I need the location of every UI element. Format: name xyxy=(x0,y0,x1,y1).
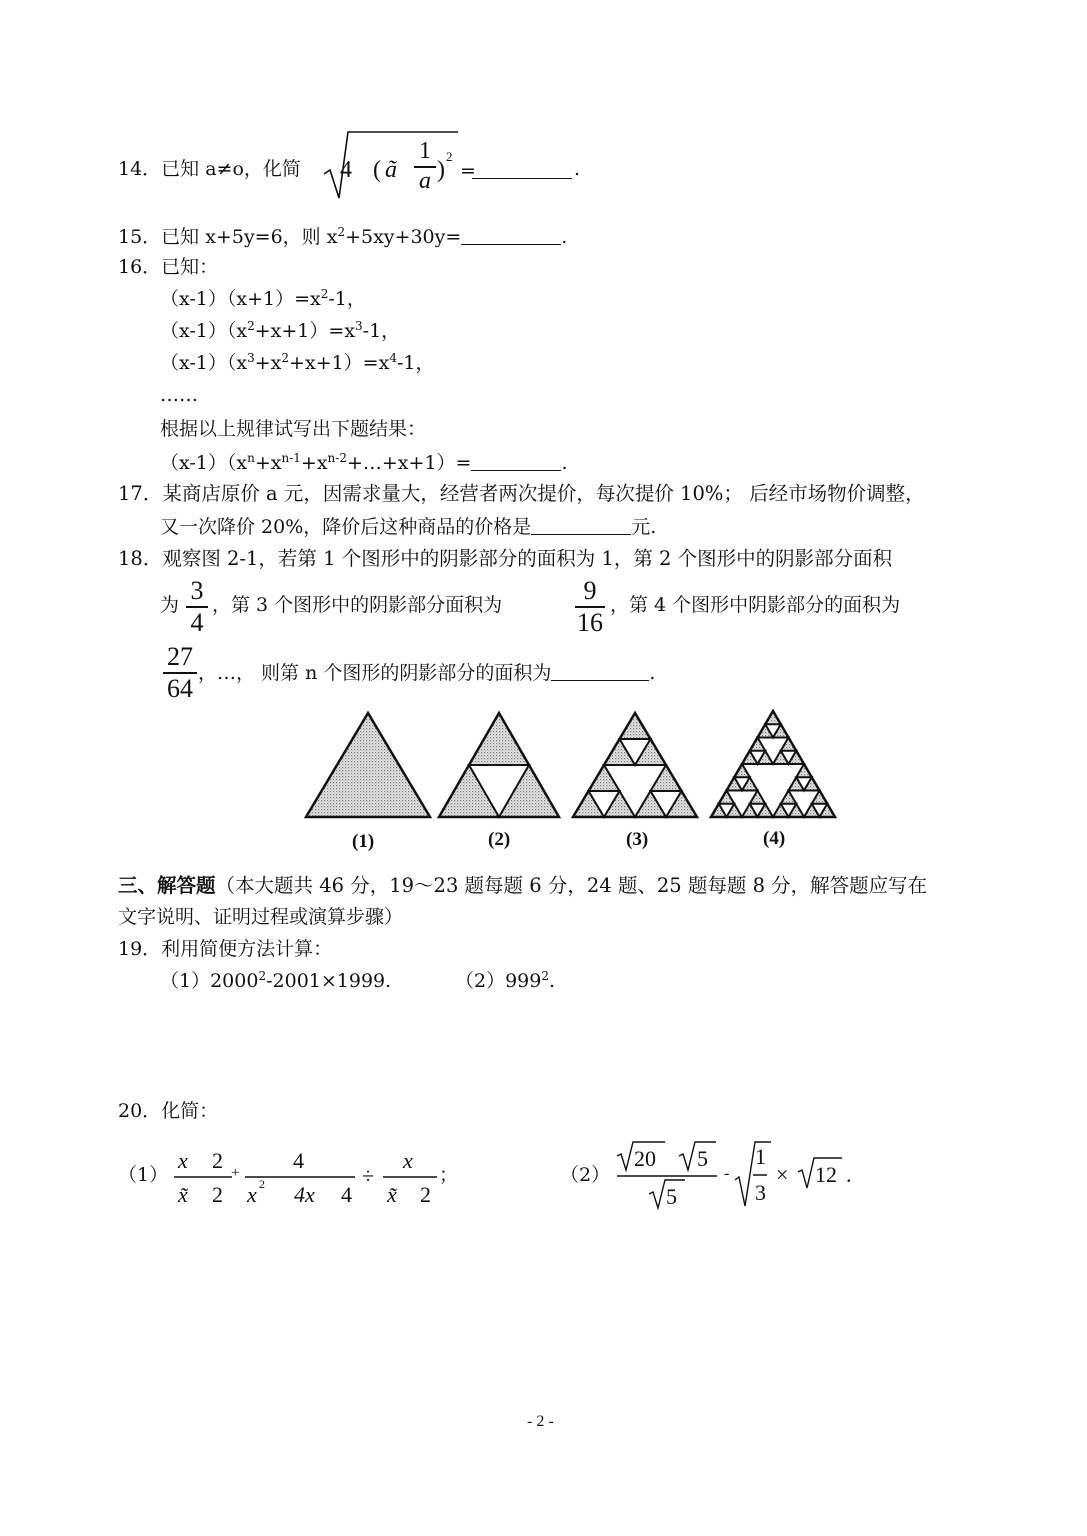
q16-line5 xyxy=(160,452,568,473)
q18-l2-b: ，第 3 个图形中的阴影部分面积为 xyxy=(212,594,503,616)
q16-l3-sup2: 2 xyxy=(281,351,290,365)
q14-rad-a: ã xyxy=(385,157,397,183)
q20-r20: 20 xyxy=(634,1146,656,1171)
q19-p1-sup: 2 xyxy=(258,969,267,983)
figure-label-4: (4) xyxy=(763,828,786,849)
q20-div: ÷ xyxy=(362,1163,375,1188)
q16-l3-d: -1， xyxy=(396,352,435,374)
q20-minus: - xyxy=(724,1165,730,1182)
q20-end: . xyxy=(846,1162,852,1187)
q18-frac3 xyxy=(163,642,197,704)
q17-line2 xyxy=(160,516,656,537)
q20-a-den-2: 2 xyxy=(212,1182,223,1207)
q15-text-b: +5xy+30y= xyxy=(345,226,462,248)
q20-title: 20．化简： xyxy=(118,1100,219,1122)
q16-rule: 根据以上规律试写出下题结果： xyxy=(160,418,427,440)
q16-l1-sup: 2 xyxy=(320,287,329,301)
q18-f2-den: 16 xyxy=(577,607,603,637)
q14-rad-open: ( xyxy=(373,157,381,183)
q18-f1-num: 3 xyxy=(190,576,204,605)
q18-answer-blank xyxy=(551,662,649,681)
q20-p2-label: （2） xyxy=(560,1164,611,1186)
shaded-triangle xyxy=(306,713,430,817)
q17-line2-text: 又一次降价 20%，降价后这种商品的价格是 xyxy=(160,516,532,538)
q18-f1-den: 4 xyxy=(190,607,204,637)
q16-l3-a: （x-1）（x xyxy=(160,352,248,374)
q19-p2-sup: 2 xyxy=(541,969,549,983)
q19-title: 19．利用简便方法计算： xyxy=(118,938,333,960)
q18-end: . xyxy=(649,662,656,684)
q17-line1: 17．某商店原价 a 元，因需求量大，经营者两次提价，每次提价 10%； 后经市场物价调整， xyxy=(118,482,925,505)
q17-end: 元. xyxy=(631,516,657,538)
figure-label-3: (3) xyxy=(626,829,649,850)
q20-r5b: 5 xyxy=(666,1184,677,1209)
sierpinski-stage-2 xyxy=(439,713,559,817)
q15-end: . xyxy=(561,226,568,248)
q16-l1-b: -1， xyxy=(328,288,366,310)
sierpinski-stage-3 xyxy=(573,713,697,817)
page-number: - 2 - xyxy=(527,1413,554,1430)
q16-l5-a: （x-1）（x xyxy=(160,452,248,474)
q18-f3-num: 27 xyxy=(167,642,193,671)
q20-a-bar xyxy=(174,1175,234,1179)
q16-line3 xyxy=(160,351,435,374)
q18-l3-text: ，…， 则第 n 个图形的阴影部分的面积为 xyxy=(198,662,552,684)
q20-a-num-2: 2 xyxy=(212,1148,223,1173)
q14-prefix: 14．已知 a≠o，化简 xyxy=(118,158,301,180)
q16-l3-b: +x xyxy=(254,352,282,374)
q15-answer-blank xyxy=(461,226,561,245)
q20-r5a: 5 xyxy=(697,1146,708,1171)
q18-f3-den: 64 xyxy=(167,673,193,703)
q20-b-den-mid: 4x xyxy=(294,1182,315,1207)
q20-r12: 12 xyxy=(815,1162,837,1187)
q20-p1-label: （1） xyxy=(118,1164,169,1186)
q20-c-den-x: x̃ xyxy=(387,1182,397,1207)
figure-label-1: (1) xyxy=(352,831,375,852)
q17-answer-blank xyxy=(531,516,631,535)
q20-times: × xyxy=(776,1162,789,1187)
q20-c-num: x xyxy=(403,1148,413,1173)
q16-l3-sup1: 3 xyxy=(247,351,255,365)
q14-frac-den: a xyxy=(419,167,431,194)
q15-line xyxy=(118,226,567,247)
sierpinski-stage-4 xyxy=(711,711,835,817)
q15-text-a: 15．已知 x+5y=6，则 x xyxy=(118,226,338,248)
q16-line1 xyxy=(160,287,366,310)
q16-end: . xyxy=(561,452,568,474)
q14-equals: = xyxy=(460,160,476,182)
q16-l5-c: +x xyxy=(300,452,328,474)
q14-rad-close: ) xyxy=(437,157,445,183)
q14-end: . xyxy=(574,158,581,180)
q16-line2 xyxy=(160,319,401,342)
sierpinski-stage-1 xyxy=(306,713,430,817)
q20-a-num-x: x xyxy=(178,1148,188,1173)
q19-p2-a: （2）999 xyxy=(455,970,542,992)
q18-line1: 18．观察图 2-1，若第 1 个图形中的阴影部分的面积为 1，第 2 个图形中的阴影部分面积 xyxy=(118,547,893,570)
q16-l1-a: （x-1）（x+1）=x xyxy=(160,288,321,310)
q16-l5-sup1: n xyxy=(247,451,255,465)
q16-l2-sup2: 3 xyxy=(355,319,363,333)
q20-b-den-4: 4 xyxy=(341,1182,352,1207)
q14-rad-4: 4 xyxy=(340,157,352,183)
q16-l5-sup2: n-1 xyxy=(281,451,301,465)
q16-l5-b: +x xyxy=(254,452,282,474)
q19-p1-a: （1）2000 xyxy=(160,970,259,992)
q16-l2-b: +x+1）=x xyxy=(254,320,356,342)
section3-line1-rest: （本大题共 46 分，19～23 题每题 6 分，24 题、25 题每题 8 分，解答题应写在 xyxy=(215,874,928,897)
section3-heading: 三、解答题 xyxy=(118,874,216,897)
q14-sup2: 2 xyxy=(446,149,453,164)
q16-l3-c: +x+1）=x xyxy=(289,352,390,374)
q20-big-radical xyxy=(733,1140,773,1210)
q18-l2-c: ，第 4 个图形中阴影部分的面积为 xyxy=(610,594,901,616)
section3-line2: 文字说明、证明过程或演算步骤） xyxy=(118,906,404,928)
q18-l2-a: 为 xyxy=(160,594,180,616)
q20-c-bar xyxy=(383,1175,439,1179)
q18-f2-num: 9 xyxy=(583,576,597,605)
q20-frac-den: 3 xyxy=(755,1180,766,1205)
q18-frac1 xyxy=(186,576,208,638)
q18-line3 xyxy=(198,662,655,683)
q20-semicolon: ； xyxy=(439,1164,459,1186)
q16-answer-blank xyxy=(471,452,561,471)
q19-p2-b: . xyxy=(549,970,556,992)
q16-l2-a: （x-1）（x xyxy=(160,320,248,342)
q20-b-num: 4 xyxy=(293,1148,304,1173)
q16-title: 16．已知： xyxy=(118,256,219,278)
q15-sup: 2 xyxy=(337,225,346,239)
q14-answer-blank xyxy=(472,160,572,181)
q16-dots: …… xyxy=(160,384,198,406)
q16-l2-c: -1， xyxy=(362,320,401,342)
q16-l5-sup3: n-2 xyxy=(327,451,347,465)
q20-c-den-2: 2 xyxy=(420,1182,431,1207)
q16-l5-d: +…+x+1）= xyxy=(346,452,472,474)
q19-part1 xyxy=(160,969,392,992)
q18-figure xyxy=(300,705,845,825)
q16-l2-sup1: 2 xyxy=(247,319,255,333)
figure-label-2: (2) xyxy=(488,829,511,850)
q20-plus: + xyxy=(231,1165,240,1181)
q16-l3-sup3: 4 xyxy=(389,351,397,365)
q20-b-den-x: x xyxy=(247,1182,257,1207)
q20-frac-num: 1 xyxy=(755,1144,766,1169)
q20-a-den-x: x̃ xyxy=(178,1182,188,1207)
q19-part2 xyxy=(455,969,556,992)
q19-p1-b: -2001×1999. xyxy=(266,970,392,992)
q14-fraction xyxy=(414,138,436,195)
q20-b-den-sup: 2 xyxy=(259,1177,265,1191)
section3-line1 xyxy=(118,876,927,896)
q18-frac2 xyxy=(575,576,605,638)
q14-frac-num: 1 xyxy=(419,138,431,164)
